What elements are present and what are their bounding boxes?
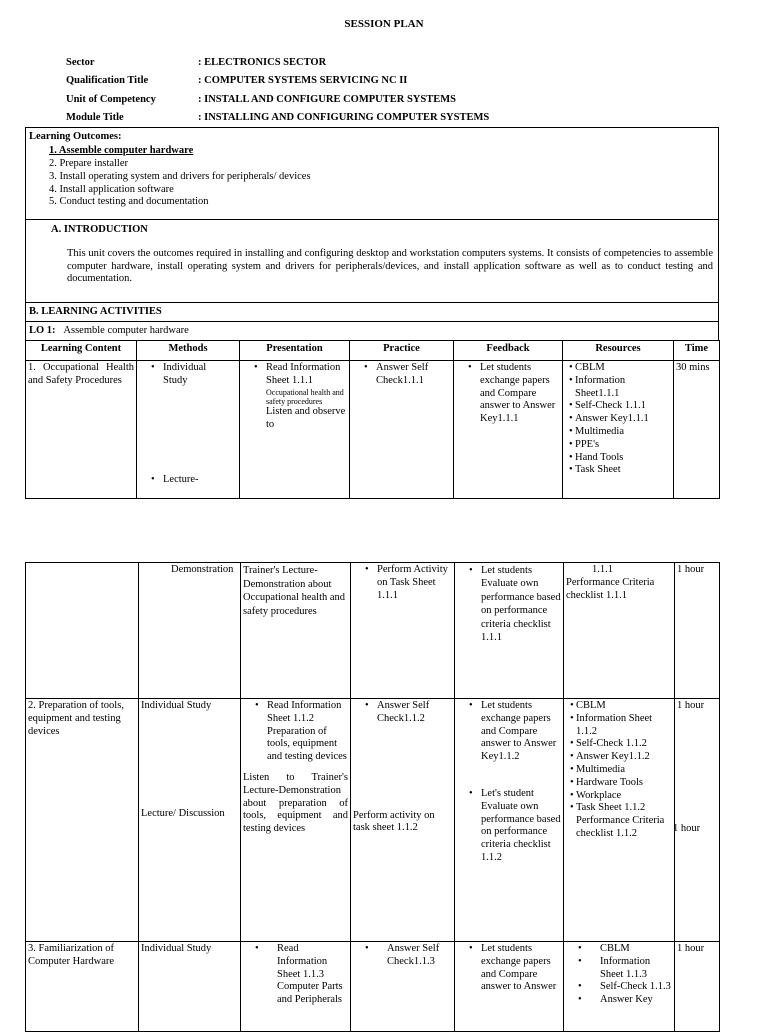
lo1-label: LO 1: [29, 325, 56, 336]
learning-outcome-1: 1. Assemble computer hardware [49, 145, 194, 157]
table-row [26, 563, 720, 699]
cell-time: 30 mins [674, 361, 720, 499]
introduction-text: This unit covers the outcomes required in installing and configuring desktop and workstation computers systems. It consists of competencies to assemble computer hardware, install operating system and drivers for peripherals/devices, and install application software as well as to conduct testing and documentation. [67, 248, 713, 285]
cell-feedback: • Let students exchange papers and Compare answer to Answer Key1.1.2 • Let's student Evaluate own performance based on performance criteria checklist 1.1.2 [455, 699, 564, 942]
header-resources: Resources [563, 341, 674, 361]
header-feedback: Feedback [454, 341, 563, 361]
meta-qualification: Qualification Title : COMPUTER SYSTEMS SERVICING NC II [66, 75, 408, 86]
learning-outcomes-box [25, 127, 719, 220]
cell-resources: • CBLM • Information Sheet 1.1.2 • Self-Check 1.1.2 • Answer Key1.1.2 • Multimedia • Hardware Tools • Workplace • Task Sheet 1.1.2 Performance Criteria checklist 1.1.2 [564, 699, 675, 942]
lo1-text: Assemble computer hardware [63, 325, 189, 336]
cell-learning-content: 2. Preparation of tools, equipment and testing devices [26, 699, 139, 942]
learning-activities-heading: B. LEARNING ACTIVITIES [25, 302, 719, 322]
header-methods: Methods [137, 341, 240, 361]
cell-methods: Individual Study Lecture/ Discussion [139, 699, 241, 942]
header-learning-content: Learning Content [26, 341, 137, 361]
table-row [26, 361, 720, 499]
lo1-row [25, 321, 719, 341]
cell-learning-content: 3. Familiarization of Computer Hardware [26, 942, 139, 1032]
activities-table-page2 [25, 562, 720, 1032]
activities-table-page1 [25, 340, 720, 499]
cell-practice: • Answer Self Check1.1.1 [350, 361, 454, 499]
meta-module: Module Title : INSTALLING AND CONFIGURING COMPUTER SYSTEMS [66, 112, 490, 123]
cell-feedback: • Let students exchange papers and Compare answer to Answer [455, 942, 564, 1032]
cell-time: 1 hour [675, 942, 720, 1032]
header-presentation: Presentation [240, 341, 350, 361]
cell-resources: • CBLM • Information Sheet1.1.1 • Self-Check 1.1.1 • Answer Key1.1.1 • Multimedia • PPE's • Hand Tools • Task Sheet [563, 361, 674, 499]
cell-presentation: • Read Information Sheet 1.1.1 Occupational health and safety procedures Listen and observe to [240, 361, 350, 499]
introduction-box [25, 219, 719, 303]
meta-sector: Sector : ELECTRONICS SECTOR [66, 57, 327, 68]
cell-presentation: Trainer's Lecture-Demonstration about Occupational health and safety procedures [241, 563, 351, 699]
table-row [26, 699, 720, 942]
header-practice: Practice [350, 341, 454, 361]
cell-methods: Demonstration [139, 563, 241, 699]
cell-practice: • Answer Self Check1.1.2 Perform activity on task sheet 1.1.2 [351, 699, 455, 942]
introduction-heading: A. INTRODUCTION [51, 224, 148, 235]
cell-presentation: • Read Information Sheet 1.1.2 Preparation of tools, equipment and testing devices Listen to Trainer's Lecture-Demonstration about preparation of tools, equipment and testing devices [241, 699, 351, 942]
learning-outcomes-heading: Learning Outcomes: [29, 131, 122, 142]
header-time: Time [674, 341, 720, 361]
learning-outcome-2: 2. Prepare installer [49, 157, 129, 169]
cell-methods: • Individual Study • Lecture- [137, 361, 240, 499]
learning-outcome-5: 5. Conduct testing and documentation [49, 196, 209, 208]
cell-learning-content: 1. Occupational Health and Safety Procedures [26, 361, 137, 499]
cell-feedback: • Let students exchange papers and Compare answer to Answer Key1.1.1 [454, 361, 563, 499]
learning-outcome-4: 4. Install application software [49, 183, 174, 195]
cell-time: 1 hour 1 hour [675, 699, 720, 942]
cell-resources: 1.1.1 Performance Criteria checklist 1.1.1 [564, 563, 675, 699]
cell-time: 1 hour [675, 563, 720, 699]
cell-resources: • CBLM • Information Sheet 1.1.3 • Self-Check 1.1.3 • Answer Key [564, 942, 675, 1032]
cell-practice: • Perform Activity on Task Sheet 1.1.1 [351, 563, 455, 699]
page-title: SESSION PLAN [344, 18, 424, 30]
cell-methods: Individual Study [139, 942, 241, 1032]
learning-outcome-3: 3. Install operating system and drivers for peripherals/ devices [49, 170, 311, 182]
cell-learning-content [26, 563, 139, 699]
cell-presentation: • Read Information Sheet 1.1.3 Computer Parts and Peripherals [241, 942, 351, 1032]
meta-unit: Unit of Competency : INSTALL AND CONFIGURE COMPUTER SYSTEMS [66, 94, 456, 105]
cell-feedback: • Let students Evaluate own performance based on performance criteria checklist 1.1.1 [455, 563, 564, 699]
cell-practice: • Answer Self Check1.1.3 [351, 942, 455, 1032]
table-row [26, 942, 720, 1032]
